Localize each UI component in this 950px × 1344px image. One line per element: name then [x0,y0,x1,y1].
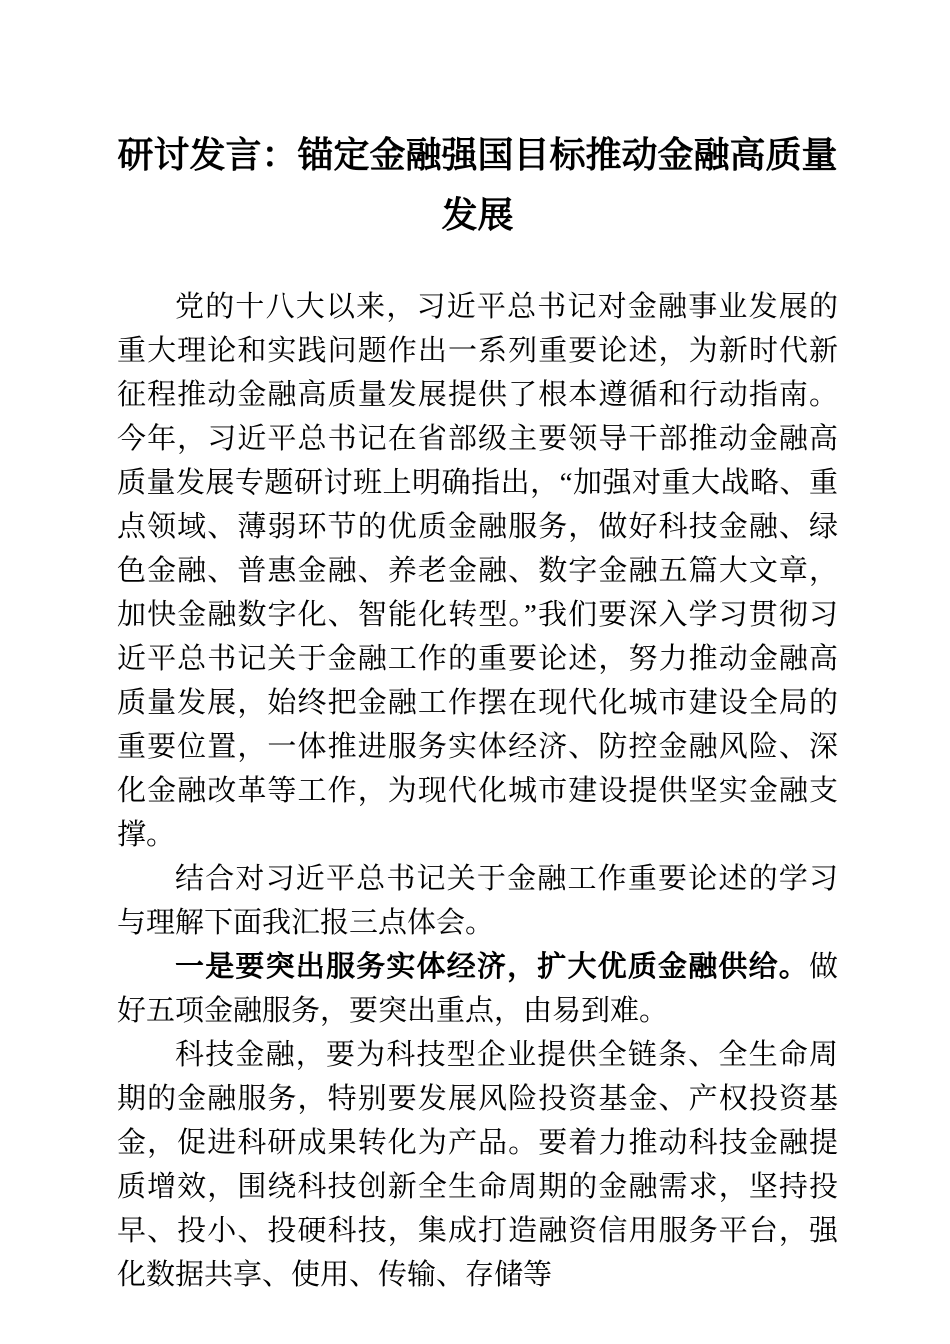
document-title: 研讨发言：锚定金融强国目标推动金融高质量发展 [117,135,838,235]
document-body [117,285,838,1297]
paragraph-point-one-bold-lead: 一是要突出服务实体经济，扩大优质金融供给。 [175,951,809,983]
paragraph-point-one [117,945,838,1033]
paragraph-intro: 党的十八大以来，习近平总书记对金融事业发展的重大理论和实践问题作出一系列重要论述，为新时代新征程推动金融高质量发展提供了根本遵循和行动指南。今年，习近平总书记在省部级主要领导干部推动金融高质量发展专题研讨班上明确指出，“加强对重大战略、重点领域、薄弱环节的优质金融服务，做好科技金融、绿色金融、普惠金融、养老金融、数字金融五篇大文章，加快金融数字化、智能化转型。”我们要深入学习贯彻习近平总书记关于金融工作的重要论述，努力推动金融高质量发展，始终把金融工作摆在现代化城市建设全局的重要位置，一体推进服务实体经济、防控金融风险、深化金融改革等工作，为现代化城市建设提供坚实金融支撑。 [117,291,838,851]
paragraph-point-one-rest: 做好五项金融服务，要突出重点，由易到难。 [117,951,838,1027]
paragraph-tech-finance: 科技金融，要为科技型企业提供全链条、全生命周期的金融服务，特别要发展风险投资基金、产权投资基金，促进科研成果转化为产品。要着力推动科技金融提质增效，围绕科技创新全生命周期的金融需求，坚持投早、投小、投硬科技，集成打造融资信用服务平台，强化数据共享、使用、传输、存储等 [117,1039,838,1291]
paragraph-transition: 结合对习近平总书记关于金融工作重要论述的学习与理解下面我汇报三点体会。 [117,863,838,939]
